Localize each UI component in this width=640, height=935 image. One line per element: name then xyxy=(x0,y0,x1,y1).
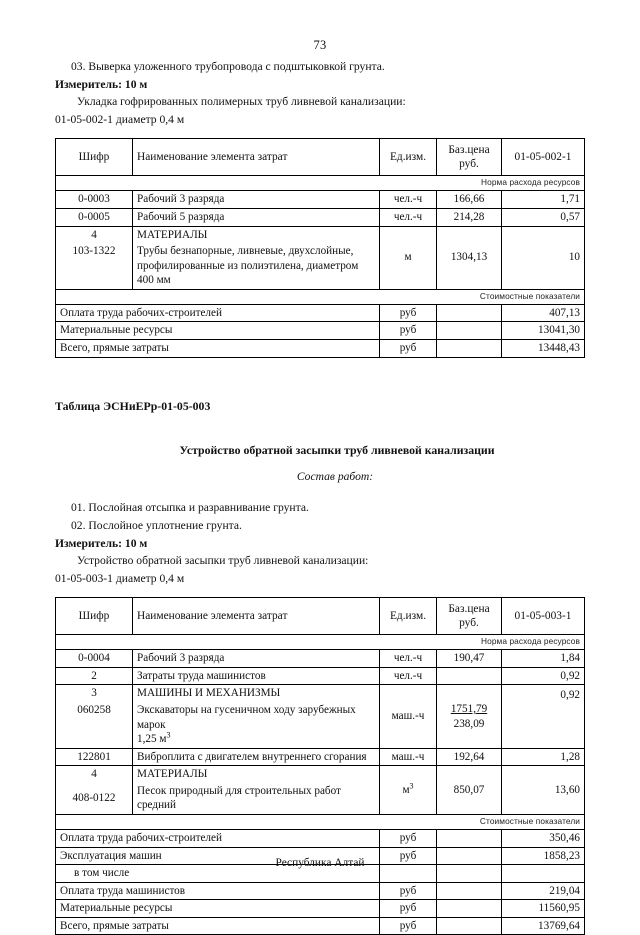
section-number: 4 xyxy=(56,226,133,243)
totals-unit: руб xyxy=(380,900,437,918)
totals-value: 407,13 xyxy=(502,304,585,322)
header-price-line1: Баз.цена xyxy=(448,143,490,156)
row-name-line1: Трубы безнапорные, ливневые, двухслойные, xyxy=(137,245,354,258)
totals-value: 350,46 xyxy=(502,829,585,847)
section-number: 4 xyxy=(56,766,133,783)
row-price: 214,28 xyxy=(437,209,502,227)
totals-price xyxy=(437,829,502,847)
row-price: 850,07 xyxy=(437,766,502,815)
totals-row xyxy=(56,829,585,847)
row-name: Рабочий 3 разряда xyxy=(133,191,380,209)
band-norm-row xyxy=(56,176,585,191)
row-name-line1: Экскаваторы на гусеничном ходу зарубежных марок xyxy=(137,704,356,731)
table-row xyxy=(56,191,585,209)
work-item-01: 01. Послойная отсыпка и разравнивание грунта. xyxy=(71,501,309,515)
row-name xyxy=(133,243,380,289)
row-unit: чел.-ч xyxy=(380,650,437,668)
row-code: 122801 xyxy=(56,748,133,766)
totals-value: 13448,43 xyxy=(502,339,585,357)
totals-name: Материальные ресурсы xyxy=(56,900,380,918)
band-norm-label: Норма расхода ресурсов xyxy=(56,176,585,191)
header-code: Шифр xyxy=(56,598,133,635)
header-unit: Ед.изм. xyxy=(380,139,437,176)
row-value: 1,84 xyxy=(502,650,585,668)
header-name: Наименование элемента затрат xyxy=(133,598,380,635)
totals-value: 13769,64 xyxy=(502,917,585,935)
header-unit: Ед.изм. xyxy=(380,598,437,635)
superscript: 3 xyxy=(166,730,171,740)
price-lower: 238,09 xyxy=(453,717,485,730)
row-code: 103-1322 xyxy=(56,243,133,289)
section-number: 3 xyxy=(56,685,133,702)
totals-row xyxy=(56,900,585,918)
price-upper: 1751,79 xyxy=(450,703,488,716)
totals-price xyxy=(437,882,502,900)
totals-name: Всего, прямые затраты xyxy=(56,339,380,357)
header-price-line1: Баз.цена xyxy=(448,602,490,615)
table-row xyxy=(56,667,585,685)
section-machines-row xyxy=(56,685,585,702)
work-description-top: Укладка гофрированных полимерных труб ливневой канализации: xyxy=(77,95,406,109)
totals-price xyxy=(437,917,502,935)
totals-name: Оплата труда рабочих-строителей xyxy=(56,304,380,322)
section-title: МАШИНЫ И МЕХАНИЗМЫ xyxy=(133,685,380,702)
totals-price xyxy=(437,900,502,918)
row-value: 1,28 xyxy=(502,748,585,766)
row-name xyxy=(133,702,380,748)
totals-unit: руб xyxy=(380,847,437,865)
measure-label-top: Измеритель: 10 м xyxy=(55,77,148,91)
table-title-003: Устройство обратной засыпки труб ливневой канализации xyxy=(179,442,495,457)
row-price: 166,66 xyxy=(437,191,502,209)
work-item-02: 02. Послойное уплотнение грунта. xyxy=(71,518,242,532)
row-value: 13,60 xyxy=(502,766,585,815)
totals-name: Всего, прямые затраты xyxy=(56,917,380,935)
row-code: 408-0122 xyxy=(56,783,133,815)
row-code: 0-0004 xyxy=(56,650,133,668)
row-price: 190,47 xyxy=(437,650,502,668)
totals-name: Оплата труда машинистов xyxy=(56,882,380,900)
totals-row xyxy=(56,917,585,935)
row-name: Рабочий 3 разряда xyxy=(133,650,380,668)
totals-name: Оплата труда рабочих-строителей xyxy=(56,829,380,847)
sostav-rabot-label: Состав работ: xyxy=(296,469,374,483)
row-code: 0-0003 xyxy=(56,191,133,209)
band-norm-row xyxy=(56,635,585,650)
row-unit: чел.-ч xyxy=(380,667,437,685)
row-value: 1,71 xyxy=(502,191,585,209)
row-unit: чел.-ч xyxy=(380,191,437,209)
row-price xyxy=(437,667,502,685)
row-unit: маш.-ч xyxy=(380,748,437,766)
header-name: Наименование элемента затрат xyxy=(133,139,380,176)
totals-value: 13041,30 xyxy=(502,322,585,340)
totals-value: 219,04 xyxy=(502,882,585,900)
totals-unit: руб xyxy=(380,304,437,322)
totals-price xyxy=(437,339,502,357)
row-name: Затраты труда машинистов xyxy=(133,667,380,685)
totals-value: 11560,95 xyxy=(502,900,585,918)
totals-row xyxy=(56,322,585,340)
table-header-row xyxy=(56,139,585,176)
header-price-line2: руб. xyxy=(459,617,479,630)
work-code-top: 01-05-002-1 диаметр 0,4 м xyxy=(55,112,185,126)
totals-price xyxy=(437,304,502,322)
row-code: 0-0005 xyxy=(56,209,133,227)
row-unit-text: м xyxy=(402,783,410,796)
row-unit xyxy=(380,766,437,815)
band-cost-label: Стоимостные показатели xyxy=(56,814,585,829)
header-price-line2: руб. xyxy=(459,158,479,171)
row-name-line2-text: 1,25 м xyxy=(137,733,167,746)
totals-value: 1858,23 xyxy=(502,847,585,865)
section-title: МАТЕРИАЛЫ xyxy=(133,226,380,243)
work-code-mid: 01-05-003-1 диаметр 0,4 м xyxy=(55,571,185,585)
totals-unit: руб xyxy=(380,339,437,357)
row-value: 0,57 xyxy=(502,209,585,227)
row-value: 0,92 xyxy=(502,685,585,748)
section-title: МАТЕРИАЛЫ xyxy=(133,766,380,783)
cost-table-01-05-002-1 xyxy=(55,138,585,357)
work-item-03: 03. Выверка уложенного трубопровода с подштыковкой грунта. xyxy=(71,60,385,73)
row-unit: м xyxy=(380,226,437,289)
row-unit: маш.-ч xyxy=(380,685,437,748)
table-row xyxy=(56,650,585,668)
table-row xyxy=(56,748,585,766)
totals-unit: руб xyxy=(380,917,437,935)
table-header-row xyxy=(56,598,585,635)
header-value: 01-05-002-1 xyxy=(502,139,585,176)
band-cost-label: Стоимостные показатели xyxy=(56,289,585,304)
section-materials-row xyxy=(56,766,585,783)
page-number: 73 xyxy=(313,38,327,52)
header-price xyxy=(437,598,502,635)
row-value: 0,92 xyxy=(502,667,585,685)
row-name-line2 xyxy=(137,732,375,747)
section-materials-row xyxy=(56,226,585,243)
cost-table-01-05-003-1 xyxy=(55,597,585,935)
totals-row xyxy=(56,304,585,322)
page-footer: Республика Алтай xyxy=(275,857,365,869)
work-description-mid: Устройство обратной засыпки труб ливневой канализации: xyxy=(77,554,369,568)
row-name: Виброплита с двигателем внутреннего сгорания xyxy=(133,748,380,766)
band-cost-row xyxy=(56,814,585,829)
measure-label-mid: Измеритель: 10 м xyxy=(55,536,148,550)
row-code: 060258 xyxy=(56,702,133,748)
row-name: Рабочий 5 разряда xyxy=(133,209,380,227)
totals-unit: руб xyxy=(380,882,437,900)
row-unit: чел.-ч xyxy=(380,209,437,227)
row-name-line2: профилированные из полиэтилена, диаметром 400 мм xyxy=(137,259,359,287)
row-price: 1304,13 xyxy=(437,226,502,289)
totals-price xyxy=(437,322,502,340)
band-cost-row xyxy=(56,289,585,304)
price-stack xyxy=(441,702,497,731)
totals-name: Эксплуатация машин xyxy=(56,847,380,865)
row-price: 192,64 xyxy=(437,748,502,766)
band-norm-label: Норма расхода ресурсов xyxy=(56,635,585,650)
row-code: 2 xyxy=(56,667,133,685)
totals-name: Материальные ресурсы xyxy=(56,322,380,340)
table-label-003: Таблица ЭСНиЕРр-01-05-003 xyxy=(55,399,211,414)
row-value: 10 xyxy=(502,226,585,289)
header-code: Шифр xyxy=(56,139,133,176)
totals-unit: руб xyxy=(380,322,437,340)
row-name: Песок природный для строительных работ средний xyxy=(133,783,380,815)
totals-row xyxy=(56,339,585,357)
totals-row xyxy=(56,882,585,900)
totals-name: в том числе xyxy=(56,865,380,883)
totals-unit: руб xyxy=(380,829,437,847)
header-value: 01-05-003-1 xyxy=(502,598,585,635)
header-price xyxy=(437,139,502,176)
row-price xyxy=(437,685,502,748)
superscript: 3 xyxy=(409,781,414,791)
table-row xyxy=(56,209,585,227)
